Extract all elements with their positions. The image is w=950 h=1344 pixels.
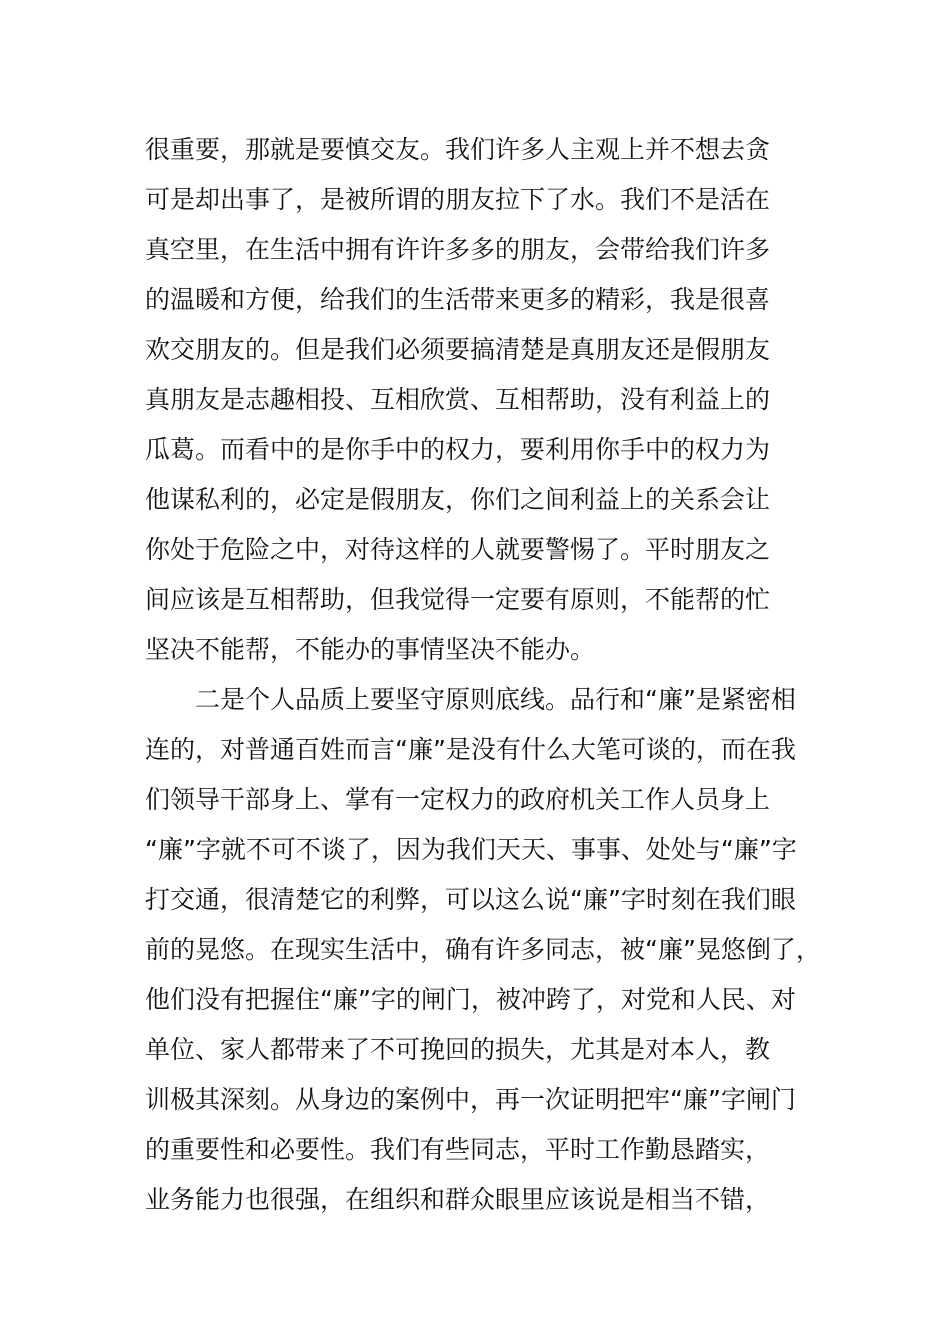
text-line: 业务能力也很强，在组织和群众眼里应该说是相当不错， [145,1185,771,1214]
text-line: 训极其深刻。从身边的案例中，再一次证明把牢“廉”字闸门 [145,1085,796,1114]
text-line: 坚决不能帮，不能办的事情坚决不能办。 [145,635,596,664]
text-line: 们领导干部身上、掌有一定权力的政府机关工作人员身上 [145,785,771,814]
text-line: 很重要，那就是要慎交友。我们许多人主观上并不想去贪 [145,135,771,164]
text-line: 瓜葛。而看中的是你手中的权力，要利用你手中的权力为 [145,435,771,464]
text-line: 单位、家人都带来了不可挽回的损失，尤其是对本人，教 [145,1035,771,1064]
text-line: 他谋私利的，必定是假朋友，你们之间利益上的关系会让 [145,485,771,514]
text-line: 间应该是互相帮助，但我觉得一定要有原则，不能帮的忙 [145,585,771,614]
text-line: 欢交朋友的。但是我们必须要搞清楚是真朋友还是假朋友 [145,335,771,364]
text-line: 连的，对普通百姓而言“廉”是没有什么大笔可谈的，而在我 [145,735,796,764]
text-line: 打交通，很清楚它的利弊，可以这么说“廉”字时刻在我们眼 [145,885,796,914]
text-line: “廉”字就不可不谈了，因为我们天天、事事、处处与“廉”字 [145,835,797,864]
text-line: 真空里，在生活中拥有许许多多的朋友，会带给我们许多 [145,235,771,264]
text-line: 前的晃悠。在现实生活中，确有许多同志，被“廉”晃悠倒了， [145,935,821,964]
paragraph-first-line: 二是个人品质上要坚守原则底线。品行和“廉”是紧密相 [195,685,796,714]
text-line: 可是却出事了，是被所谓的朋友拉下了水。我们不是活在 [145,185,771,214]
text-line: 真朋友是志趣相投、互相欣赏、互相帮助，没有利益上的 [145,385,771,414]
text-line: 的温暖和方便，给我们的生活带来更多的精彩，我是很喜 [145,285,771,314]
text-line: 的重要性和必要性。我们有些同志，平时工作勤恳踏实， [145,1135,771,1164]
text-line: 他们没有把握住“廉”字的闸门，被冲跨了，对党和人民、对 [145,985,796,1014]
text-line: 你处于危险之中，对待这样的人就要警惕了。平时朋友之 [145,535,771,564]
